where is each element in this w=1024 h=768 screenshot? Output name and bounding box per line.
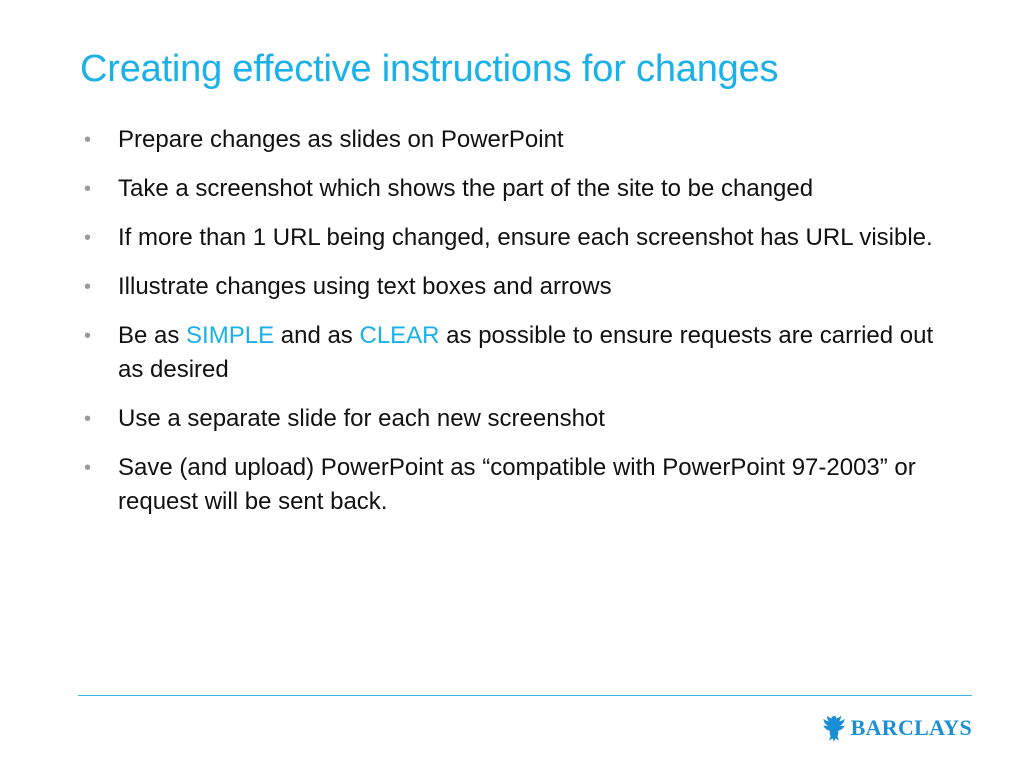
bullet-item — [84, 451, 964, 519]
bullet-text: If more than 1 URL being changed, ensure each screenshot has URL visible. — [118, 224, 933, 251]
bullet-marker: • — [84, 276, 92, 298]
bullet-list — [84, 123, 964, 534]
bullet-text: Illustrate changes using text boxes and arrows — [118, 273, 612, 300]
bullet-text-part: as possible to ensure requests are carried out as desired — [118, 322, 934, 383]
bullet-item — [84, 270, 964, 304]
footer-divider — [78, 695, 972, 696]
logo-text: BARCLAYS — [850, 715, 972, 740]
bullet-text: Save (and upload) PowerPoint as “compatible with PowerPoint 97-2003” or request will be sent back. — [118, 454, 916, 515]
accent-clear: CLEAR — [359, 322, 440, 349]
bullet-item — [84, 172, 964, 206]
bullet-item — [84, 402, 964, 436]
bullet-marker: • — [84, 325, 92, 347]
eagle-icon — [821, 713, 847, 743]
bullet-item — [84, 123, 964, 157]
bullet-text: Take a screenshot which shows the part of the site to be changed — [118, 175, 814, 202]
bullet-marker: • — [84, 408, 92, 430]
bullet-item — [84, 221, 964, 255]
bullet-text-part: and as — [274, 322, 360, 349]
bullet-marker: • — [84, 178, 92, 200]
bullet-text-part: Be as — [118, 322, 187, 349]
bullet-text: Prepare changes as slides on PowerPoint — [118, 126, 564, 153]
bullet-text — [118, 322, 933, 383]
accent-simple: SIMPLE — [186, 322, 275, 349]
bullet-marker: • — [84, 227, 92, 249]
slide-title: Creating effective instructions for changes — [80, 48, 779, 90]
barclays-logo — [821, 713, 972, 743]
bullet-text: Use a separate slide for each new screenshot — [118, 405, 605, 432]
bullet-marker: • — [84, 457, 92, 479]
bullet-marker: • — [84, 129, 92, 151]
bullet-item — [84, 319, 964, 387]
